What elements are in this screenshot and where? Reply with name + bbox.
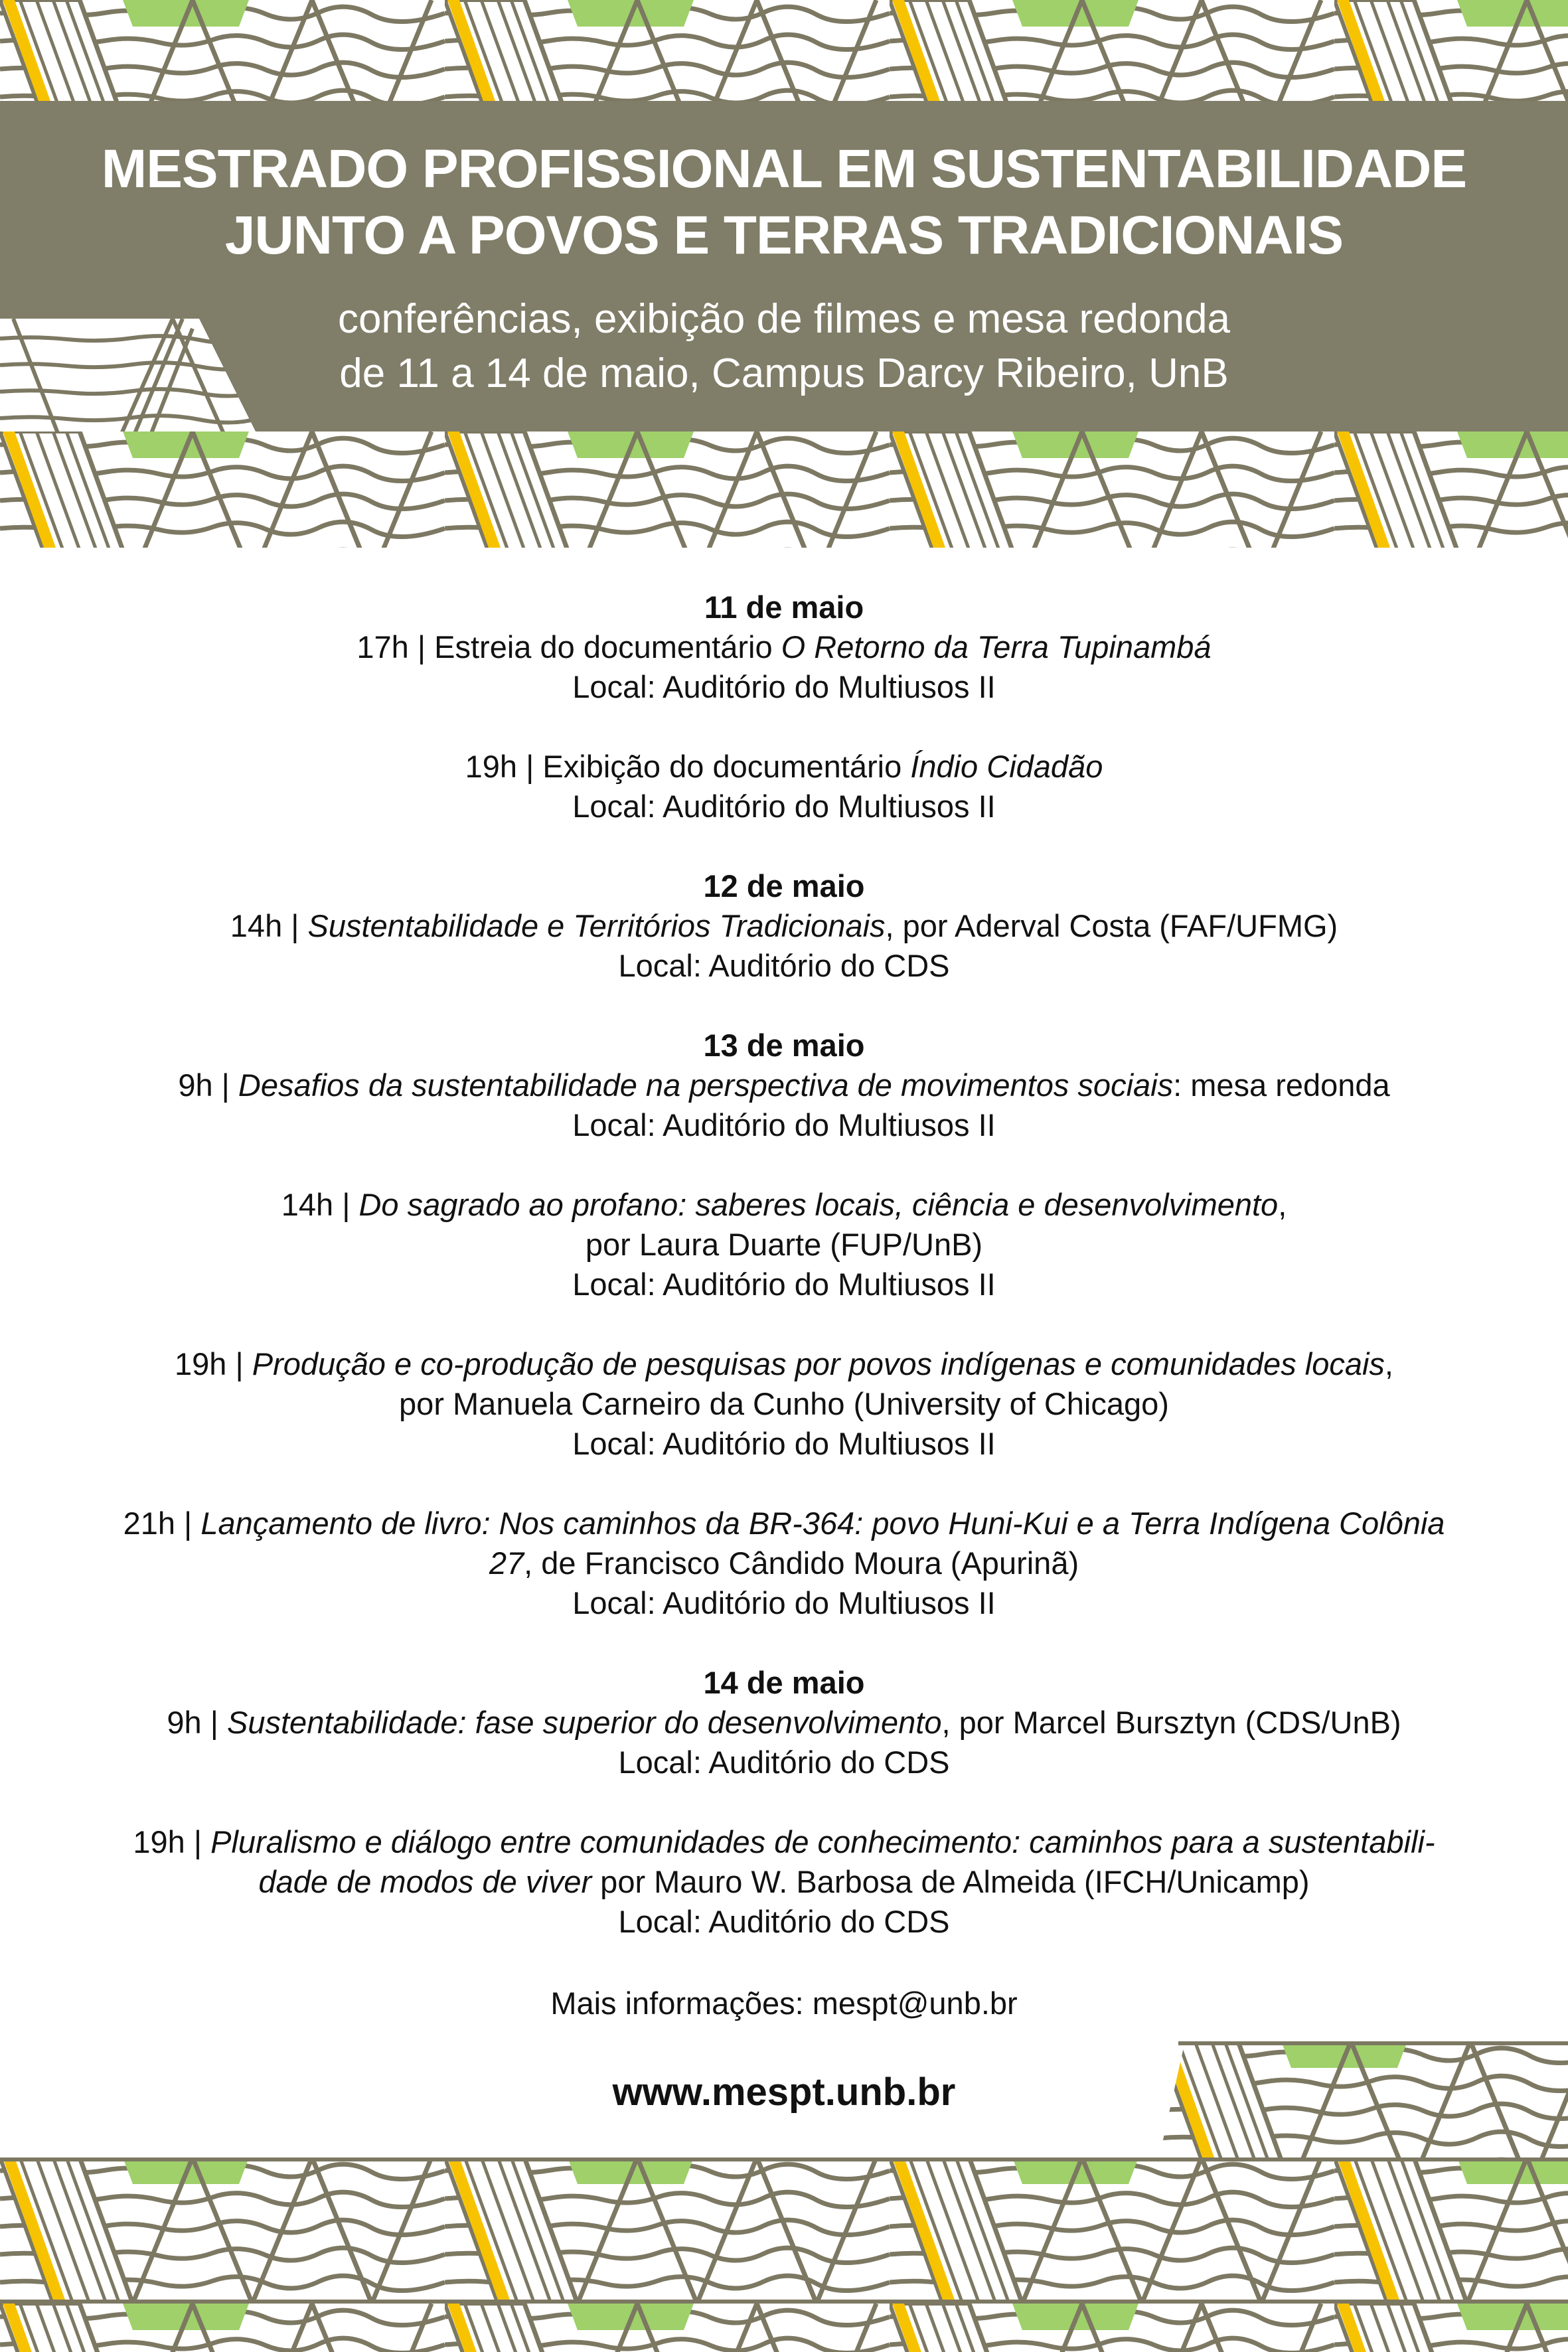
event-text: : mesa redonda xyxy=(1173,1067,1390,1103)
event-text: por Manuela Carneiro da Cunho (University of Chicago) xyxy=(399,1386,1169,1421)
event-text: , de Francisco Cândido Moura (Apurinã) xyxy=(524,1545,1079,1581)
event-line xyxy=(0,906,1568,946)
event-text: , por Aderval Costa (FAF/UFMG) xyxy=(885,908,1338,943)
schedule-day xyxy=(0,1026,1568,1623)
event-line xyxy=(0,627,1568,667)
event-line xyxy=(0,1265,1568,1304)
mid-weave-pattern xyxy=(0,431,1568,548)
top-weave-pattern xyxy=(0,0,1568,106)
event-title-text: 27 xyxy=(489,1545,524,1581)
title-line-1: MESTRADO PROFISSIONAL EM SUSTENTABILIDADE xyxy=(101,139,1467,199)
bottom-weave-pattern xyxy=(0,2157,1568,2352)
day-heading: 14 de maio xyxy=(703,1665,865,1700)
event-text: 19h | Exibição do documentário xyxy=(465,749,911,784)
event-text: 9h | xyxy=(178,1067,238,1103)
subtitle-line-1: conferências, exibição de filmes e mesa redonda xyxy=(337,296,1231,342)
event-line xyxy=(0,1344,1568,1384)
event-item xyxy=(0,1344,1568,1464)
event-text: 17h | Estreia do documentário xyxy=(356,629,781,665)
subtitle-line-2: de 11 a 14 de maio, Campus Darcy Ribeiro, UnB xyxy=(339,351,1229,396)
event-text: Local: Auditório do Multiusos II xyxy=(572,1426,996,1461)
event-item xyxy=(0,1065,1568,1145)
event-line xyxy=(0,1583,1568,1623)
weave-pattern-icon xyxy=(0,2157,1568,2352)
event-line xyxy=(0,1902,1568,1942)
weave-pattern-icon xyxy=(0,431,1568,548)
event-text: Local: Auditório do CDS xyxy=(618,1745,950,1780)
event-line xyxy=(0,1862,1568,1902)
event-item xyxy=(0,747,1568,826)
event-title-text: Lançamento de livro: Nos caminhos da BR-364: povo Huni-Kui e a Terra Indígena Colônia xyxy=(200,1506,1445,1541)
event-text: por Mauro W. Barbosa de Almeida (IFCH/Unicamp) xyxy=(591,1864,1310,1899)
event-line xyxy=(0,1743,1568,1782)
event-title-text: Sustentabilidade: fase superior do desenvolvimento xyxy=(227,1705,942,1740)
event-text: Local: Auditório do CDS xyxy=(618,948,950,983)
event-text: 14h | xyxy=(281,1187,359,1222)
event-line xyxy=(0,1105,1568,1145)
event-title-text: Pluralismo e diálogo entre comunidades de conhecimento: caminhos para a sustentabili- xyxy=(210,1824,1435,1859)
event-line xyxy=(0,1424,1568,1464)
event-line xyxy=(0,1225,1568,1265)
event-text: por Laura Duarte (FUP/UnB) xyxy=(585,1227,983,1262)
event-text: Local: Auditório do Multiusos II xyxy=(572,669,996,704)
event-item xyxy=(0,1703,1568,1782)
event-text: , xyxy=(1278,1187,1287,1222)
website-link[interactable]: www.mespt.unb.br xyxy=(612,2071,956,2114)
event-text: 9h | xyxy=(167,1705,228,1740)
event-title-text: dade de modos de viver xyxy=(258,1864,592,1899)
event-item xyxy=(0,1185,1568,1304)
event-text: 19h | xyxy=(133,1824,211,1859)
weave-pattern-icon xyxy=(0,0,1568,106)
title-line-2: JUNTO A POVOS E TERRAS TRADICIONAIS xyxy=(224,205,1344,266)
event-item xyxy=(0,627,1568,707)
event-text: 14h | xyxy=(230,908,308,943)
event-schedule xyxy=(0,588,1568,1982)
event-text: , xyxy=(1384,1346,1393,1381)
event-text: 21h | xyxy=(123,1506,201,1541)
event-line xyxy=(0,1384,1568,1424)
event-title-text: Produção e co-produção de pesquisas por povos indígenas e comunidades locais xyxy=(252,1346,1385,1381)
day-heading: 13 de maio xyxy=(703,1028,865,1063)
event-line xyxy=(0,1703,1568,1743)
event-text: Local: Auditório do Multiusos II xyxy=(572,1585,996,1620)
event-line xyxy=(0,946,1568,986)
schedule-day xyxy=(0,588,1568,826)
event-line xyxy=(0,1543,1568,1583)
event-title-text: Desafios da sustentabilidade na perspectiva de movimentos sociais xyxy=(238,1067,1174,1103)
event-line xyxy=(0,667,1568,707)
event-text: Local: Auditório do Multiusos II xyxy=(572,1107,996,1142)
event-line xyxy=(0,1822,1568,1862)
event-text: Local: Auditório do Multiusos II xyxy=(572,789,996,824)
event-item xyxy=(0,1822,1568,1942)
event-line xyxy=(0,787,1568,826)
event-title-text: Do sagrado ao profano: saberes locais, ciência e desenvolvimento xyxy=(358,1187,1279,1222)
event-title-text: Sustentabilidade e Territórios Tradicionais xyxy=(307,908,886,943)
schedule-day xyxy=(0,1663,1568,1942)
weave-step-icon xyxy=(1158,2041,1568,2161)
event-item xyxy=(0,1504,1568,1623)
event-text: Local: Auditório do CDS xyxy=(618,1904,950,1939)
event-text: , por Marcel Bursztyn (CDS/UnB) xyxy=(941,1705,1401,1740)
event-text: Local: Auditório do Multiusos II xyxy=(572,1267,996,1302)
day-heading: 11 de maio xyxy=(704,589,864,625)
event-line xyxy=(0,747,1568,787)
event-text: 19h | xyxy=(175,1346,252,1381)
event-title-text: O Retorno da Terra Tupinambá xyxy=(781,629,1212,665)
event-title-text: Índio Cidadão xyxy=(910,749,1103,784)
bottom-step-weave xyxy=(1158,2041,1568,2161)
day-heading: 12 de maio xyxy=(703,868,865,903)
event-item xyxy=(0,906,1568,986)
schedule-day xyxy=(0,866,1568,986)
event-line xyxy=(0,1065,1568,1105)
event-line xyxy=(0,1185,1568,1225)
contact-info: Mais informações: mespt@unb.br xyxy=(550,1986,1018,2021)
event-line xyxy=(0,1504,1568,1543)
